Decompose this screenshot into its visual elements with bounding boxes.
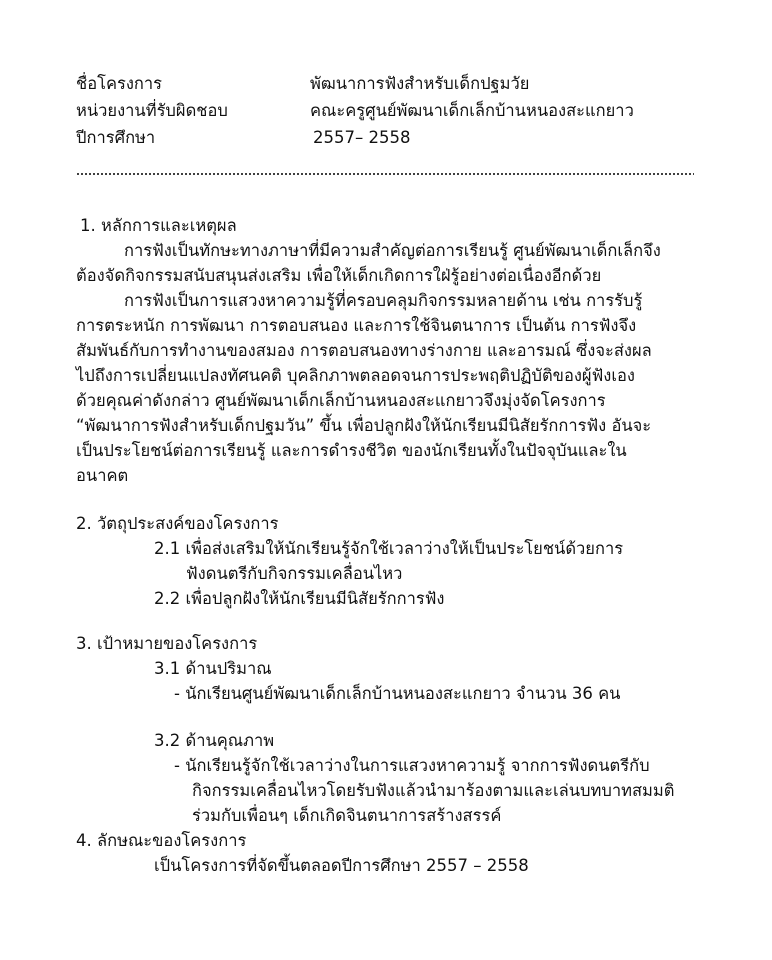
section1-paragraph-line: ไปถึงการเปลี่ยนแปลงทัศนคติ บุคลิกภาพตลอดจนการประพฤติปฏิบัติของผู้ฟังเอง xyxy=(76,366,635,385)
section1-heading: 1. หลักการและเหตุผล xyxy=(80,216,237,235)
year-value: 2557– 2558 xyxy=(313,128,411,147)
objective-item-1: 2.1 เพื่อส่งเสริมให้นักเรียนรู้จักใช้เวลาว่างให้เป็นประโยชน์ด้วยการ xyxy=(154,539,624,558)
quantity-heading: 3.1 ด้านปริมาณ xyxy=(154,659,272,678)
quantity-item: - นักเรียนศูนย์พัฒนาเด็กเล็กบ้านหนองสะแกยาว จำนวน 36 คน xyxy=(174,684,621,703)
year-label: ปีการศึกษา xyxy=(76,128,156,147)
project-value: พัฒนาการฟังสำหรับเด็กปฐมวัย xyxy=(310,74,530,93)
quality-item-continued: ร่วมกับเพื่อนๆ เด็กเกิดจินตนาการสร้างสรรค์ xyxy=(192,806,502,825)
quality-item-continued: กิจกรรมเคลื่อนไหวโดยรับฟังแล้วนำมาร้องตามและเล่นบทบาทสมมติ xyxy=(192,781,675,800)
section2-heading: 2. วัตถุประสงค์ของโครงการ xyxy=(76,514,279,533)
section1-paragraph-line: อนาคต xyxy=(76,466,129,485)
project-label: ชื่อโครงการ xyxy=(76,74,163,93)
section1-paragraph-line: การฟังเป็นการแสวงหาความรู้ที่ครอบคลุมกิจกรรมหลายด้าน เช่น การรับรู้ xyxy=(124,291,643,310)
section1-paragraph-line: ด้วยคุณค่าดังกล่าว ศูนย์พัฒนาเด็กเล็กบ้านหนองสะแกยาวจึงมุ่งจัดโครงการ xyxy=(76,391,606,410)
quality-heading: 3.2 ด้านคุณภาพ xyxy=(154,731,275,750)
section1-paragraph-line: สัมพันธ์กับการทำงานของสมอง การตอบสนองทางร่างกาย และอารมณ์ ซึ่งจะส่งผล xyxy=(76,341,652,360)
objective-item-2: 2.2 เพื่อปลูกฝังให้นักเรียนมีนิสัยรักการฟัง xyxy=(154,589,445,608)
section1-paragraph-line: การตระหนัก การพัฒนา การตอบสนอง และการใช้จินตนาการ เป็นต้น การฟังจึง xyxy=(76,316,637,335)
section1-paragraph-line: เป็นประโยชน์ต่อการเรียนรู้ และการดำรงชีวิต ของนักเรียนทั้งในปัจจุบันและใน xyxy=(76,441,627,460)
section1-paragraph-line: ต้องจัดกิจกรรมสนับสนุนส่งเสริม เพื่อให้เด็กเกิดการใฝ่รู้อย่างต่อเนื่องอีกด้วย xyxy=(76,266,602,285)
section1-paragraph-line: “พัฒนาการฟังสำหรับเด็กปฐมวัน” ขึ้น เพื่อปลูกฝังให้นักเรียนมีนิสัยรักการฟัง อันจะ xyxy=(76,416,652,435)
section4-text: เป็นโครงการที่จัดขึ้นตลอดปีการศึกษา 2557 – 2558 xyxy=(154,856,529,875)
dotted-separator xyxy=(76,172,694,176)
agency-value: คณะครูศูนย์พัฒนาเด็กเล็กบ้านหนองสะแกยาว xyxy=(310,101,634,120)
section1-paragraph-line: การฟังเป็นทักษะทางภาษาที่มีความสำคัญต่อการเรียนรู้ ศูนย์พัฒนาเด็กเล็กจึง xyxy=(124,241,661,260)
agency-label: หน่วยงานที่รับผิดชอบ xyxy=(76,101,228,120)
section3-heading: 3. เป้าหมายของโครงการ xyxy=(76,634,258,653)
objective-item-1-continued: ฟังดนตรีกับกิจกรรมเคลื่อนไหว xyxy=(186,564,403,583)
quality-item: - นักเรียนรู้จักใช้เวลาว่างในการแสวงหาความรู้ จากการฟังดนตรีกับ xyxy=(174,756,650,775)
section4-heading: 4. ลักษณะของโครงการ xyxy=(76,831,247,850)
